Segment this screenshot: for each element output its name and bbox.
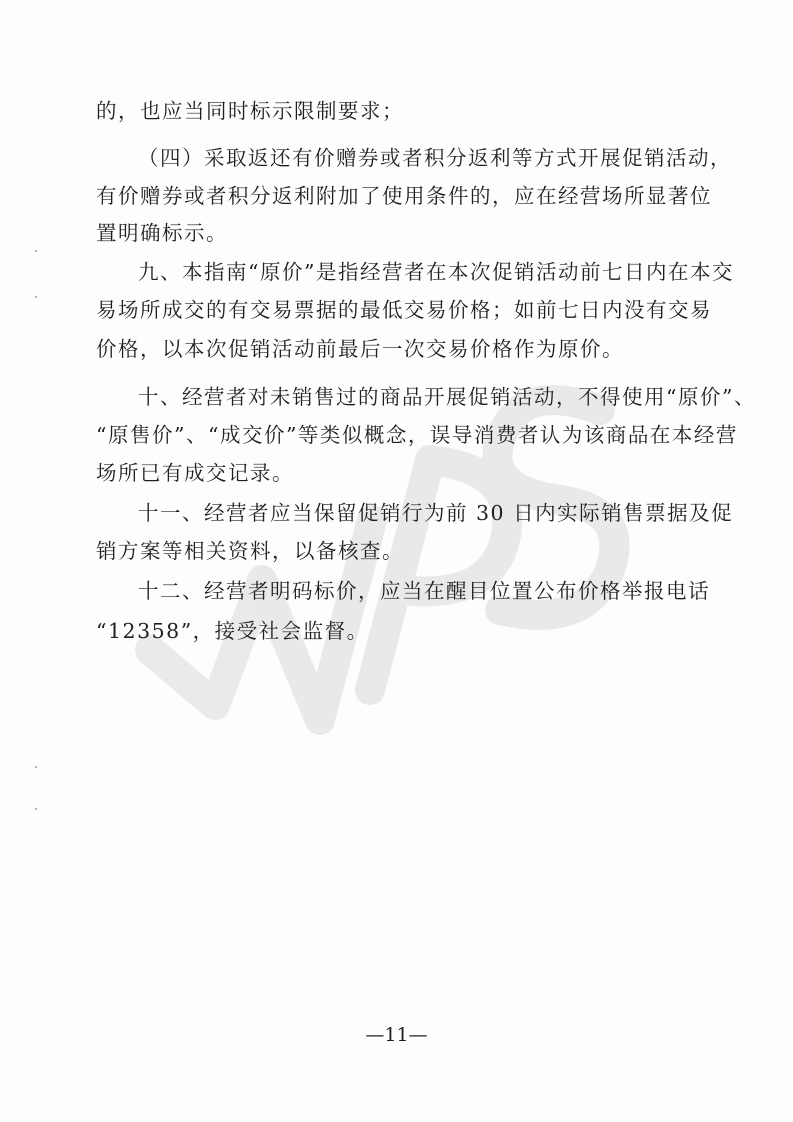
text-line: 销方案等相关资料，以备核查。 xyxy=(96,539,404,563)
margin-mark xyxy=(35,296,37,298)
text-line: 易场所成交的有交易票据的最低交易价格；如前七日内没有交易 xyxy=(96,298,712,322)
margin-mark xyxy=(35,250,37,252)
page-number: —11— xyxy=(365,1024,428,1046)
text-line: 价格，以本次促销活动前最后一次交易价格作为原价。 xyxy=(96,337,624,361)
text-line: 置明确标示。 xyxy=(96,221,228,245)
margin-mark xyxy=(35,808,37,810)
text-line: 十、经营者对未销售过的商品开展促销活动，不得使用“原价”、 xyxy=(138,385,756,409)
text-line: 十二、经营者明码标价，应当在醒目位置公布价格举报电话 xyxy=(138,579,710,603)
text-line: 的，也应当同时标示限制要求； xyxy=(96,99,404,123)
text-line: 有价赠券或者积分返利附加了使用条件的，应在经营场所显著位 xyxy=(96,184,712,208)
text-line: “12358”，接受社会监督。 xyxy=(96,619,369,643)
text-line: “原售价”、“成交价”等类似概念，误导消费者认为该商品在本经营 xyxy=(96,423,738,447)
text-line: 十一、经营者应当保留促销行为前 30 日内实际销售票据及促 xyxy=(138,501,734,525)
text-line: 场所已有成交记录。 xyxy=(96,461,294,485)
text-line: 九、本指南“原价”是指经营者在本次促销活动前七日内在本交 xyxy=(138,260,734,284)
margin-mark xyxy=(35,766,37,768)
text-line: （四）采取返还有价赠券或者积分返利等方式开展促销活动， xyxy=(138,146,732,170)
